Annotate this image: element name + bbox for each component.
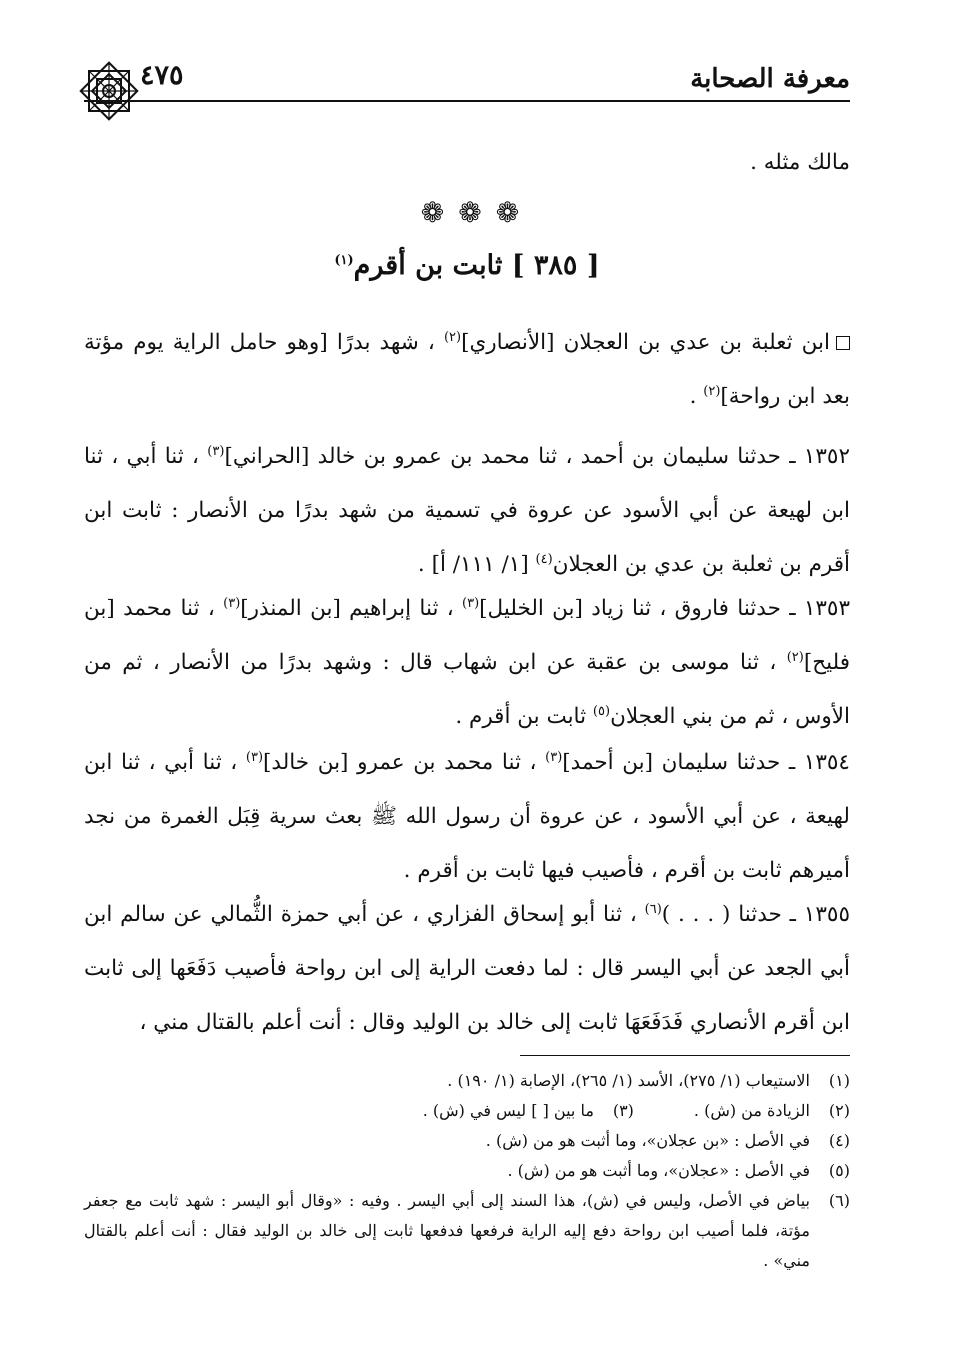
footnote-number: (٦) (828, 1191, 850, 1210)
footnote-ref: (٣) (545, 749, 563, 765)
footnote-text: ما بين [ ] ليس في (ش) . (422, 1101, 594, 1120)
text-span: ثابت بن أقرم . (455, 704, 593, 729)
footnote-ref: (٢) (703, 383, 721, 399)
footnote-text: في الأصل : «بن عجلان»، وما أثبت هو من (ش) . (485, 1131, 810, 1150)
footnote-ref: (٣) (207, 443, 225, 459)
continuation-line: مالك مثله . (750, 150, 850, 175)
text-span: . (689, 384, 704, 409)
footnote-number: (٤) (828, 1131, 850, 1150)
footnote-text: في الأصل : «عجلان»، وما أثبت هو من (ش) . (507, 1161, 810, 1180)
footnote-number: (٥) (828, 1161, 850, 1180)
header-rule (84, 100, 850, 102)
text-span: ، ثنا محمد بن عمرو [بن خالد] (263, 750, 546, 775)
footnote-text: بياض في الأصل، وليس في (ش)، هذا السند إلى أبي اليسر . وفيه : «وقال أبو اليسر : شهد ثابت مع جعفر مؤتة، فلما أصيب ابن رواحة دفع إليه الراية فرفعها فدفعها ثابت إلى خالد بن الوليد فقال : أنت أعلم بالقتال مني» . (84, 1191, 810, 1270)
footnote-1 (84, 1066, 850, 1096)
footnote-ref: (٦) (644, 901, 662, 917)
intro-paragraph (84, 316, 850, 424)
footnote-ref: (٢) (443, 329, 462, 345)
footnote-ref: (٤) (535, 551, 553, 567)
text-span: ، ثنا أبي ، ثنا ابن لهيعة عن أبي الأسود عن عروة في تسمية من شهد بدرًا من الأنصار : ثابت ابن أقرم بن ثعلبة بن عدي بن العجلان (84, 444, 850, 577)
footnote-ref: (٥) (592, 703, 611, 719)
footnote-ref: (٣) (223, 595, 241, 611)
text-span: ، شهد بدرًا [وهو حامل الراية يوم مؤتة بعد ابن رواحة] (84, 330, 850, 409)
footnote-text: الاستيعاب (١/ ٢٧٥)، الأسد (١/ ٢٦٥)، الإصابة (١/ ١٩٠) . (447, 1071, 810, 1090)
octagram-ornament-icon (76, 58, 142, 124)
running-header-title: معرفة الصحابة (690, 64, 850, 94)
footnote-pair-2-3 (84, 1096, 850, 1126)
hadith-1355 (84, 888, 850, 1050)
text-span: ، ثنا إبراهيم [بن المنذر] (240, 596, 463, 621)
footnote-number: (٣) (612, 1101, 634, 1120)
text-span: ، ثنا أبي ، ثنا ابن لهيعة ، عن أبي الأسود ، عن عروة أن رسول الله ﷺ بعث سرية قِبَل الغمرة من نجد أميرهم ثابت بن أقرم ، فأصيب فيها ثابت بن أقرم . (84, 750, 850, 883)
footnote-ref: (٣) (462, 595, 480, 611)
footnote-ref: (١) (334, 253, 354, 268)
footnote-number: (١) (828, 1071, 850, 1090)
footnote-2 (694, 1096, 850, 1126)
footnote-6 (84, 1186, 850, 1276)
text-span: ، ثنا محمد [بن فليح] (84, 596, 850, 675)
footnote-text: الزيادة من (ش) . (693, 1101, 810, 1120)
text-span: ابن ثعلبة بن عدي بن العجلان [الأنصاري] (461, 330, 830, 355)
text-span: ١٣٥٣ ـ حدثنا فاروق ، ثنا زياد [بن الخليل] (479, 596, 851, 621)
footnotes (84, 1066, 850, 1276)
entry-heading-text: [ ٣٨٥ ] ثابت بن أقرم (353, 250, 600, 281)
text-span: ١٣٥٤ ـ حدثنا سليمان [بن أحمد] (562, 750, 850, 775)
hadith-1352 (84, 430, 850, 592)
hadith-1354 (84, 736, 850, 898)
text-span: ١٣٥٢ ـ حدثنا سليمان بن أحمد ، ثنا محمد بن عمرو بن خالد [الحراني] (224, 444, 850, 469)
hadith-1353 (84, 582, 850, 744)
footnote-ref: (٣) (245, 749, 264, 765)
text-span: ١٣٥٥ ـ حدثنا ( . . . ) (661, 902, 850, 927)
page-number: ٤٧٥ (140, 60, 184, 91)
text-span: ، ثنا موسى بن عقبة عن ابن شهاب قال : وشهد بدرًا من الأنصار ، ثم من الأوس ، ثم من بني العجلان (84, 650, 850, 729)
footnote-3 (423, 1096, 634, 1126)
footnote-rule (520, 1055, 850, 1056)
footnote-4 (84, 1126, 850, 1156)
section-separator: ❁❁❁ (420, 196, 534, 229)
footnote-number: (٢) (828, 1101, 850, 1120)
footnote-5 (84, 1156, 850, 1186)
text-span: ، ثنا أبو إسحاق الفزاري ، عن أبي حمزة الثُّمالي عن سالم ابن أبي الجعد عن أبي اليسر قال : لما دفعت الراية إلى ابن رواحة فأصيب دَفَعَها إلى ثابت ابن أقرم الأنصاري فَدَفَعَهَا ثابت إلى خالد بن الوليد وقال : أنت أعلم بالقتال مني ، (84, 902, 850, 1035)
text-span: [١/ ١١١/ أ] . (417, 552, 536, 577)
square-bullet-icon (836, 336, 850, 350)
footnote-ref: (٢) (786, 649, 804, 665)
entry-heading (84, 250, 850, 281)
